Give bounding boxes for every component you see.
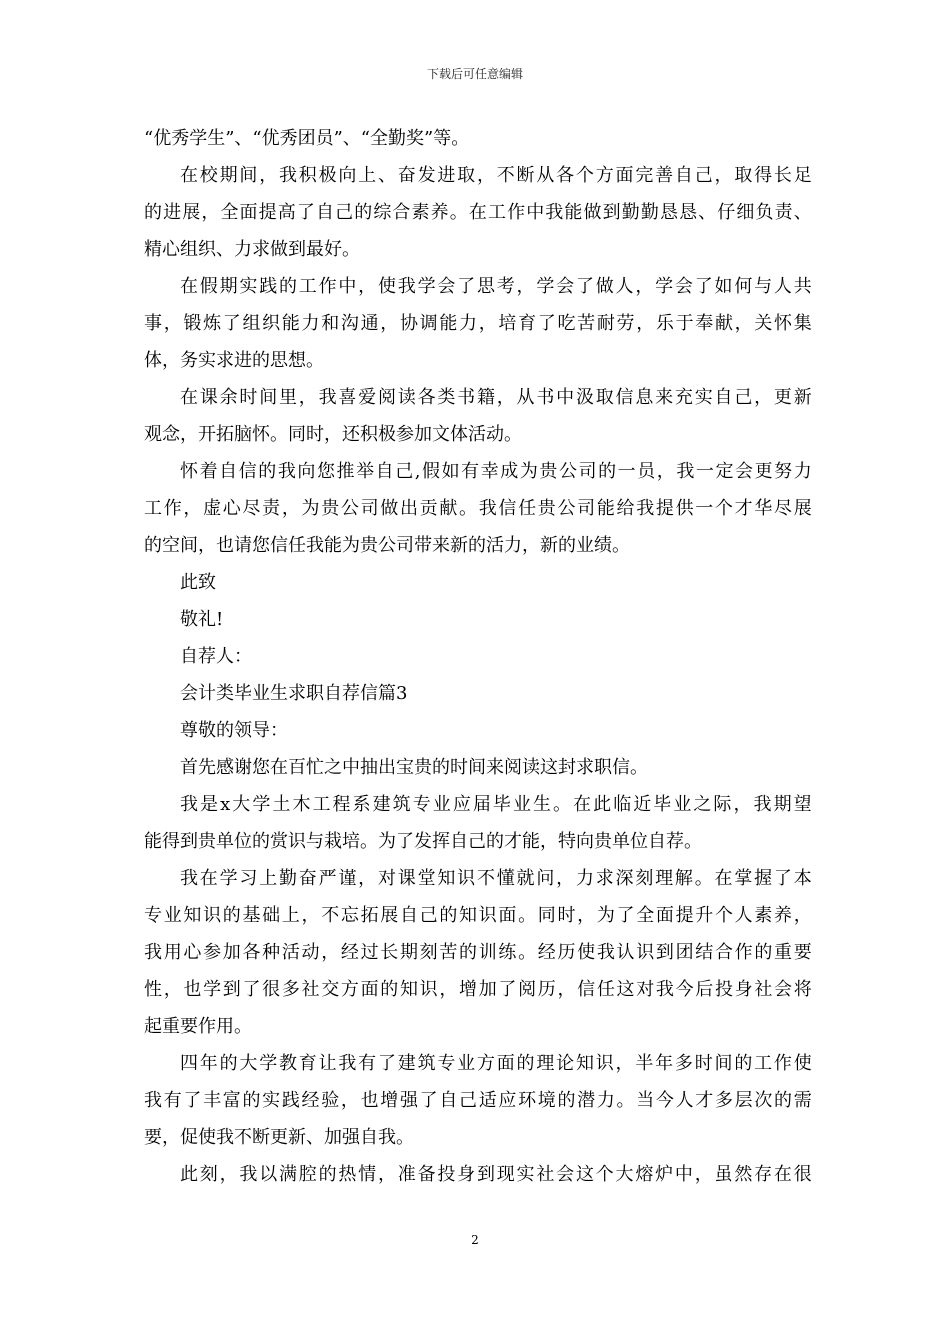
text-line: 的空间，也请您信任我能为贵公司带来新的活力，新的业绩。 <box>144 535 630 556</box>
document-body <box>144 120 812 1193</box>
text-line: 四 年 的 大 学 教 育 让 我 有 了 建 筑 专 业 方 面 的 理 论 知 识 ， 半 年 多 时 间 的 工 作 使 <box>180 1053 812 1074</box>
text-line: 尊敬的领导： <box>180 720 288 741</box>
text-line: 首先感谢您在百忙之中抽出宝贵的时间来阅读这封求职信。 <box>180 757 648 778</box>
text-line: 我 用 心 参 加 各 种 活 动 ， 经 过 长 期 刻 苦 的 训 练 。 经 历 使 我 认 识 到 团 结 合 作 的 重 要 <box>144 942 812 963</box>
text-line: 专 业 知 识 的 基 础 上 ， 不 忘 拓 展 自 己 的 知 识 面 。 同 时 ， 为 了 全 面 提 升 个 人 素 养 ， <box>144 905 812 926</box>
text-line: 此致 <box>180 572 216 593</box>
text-line: 体，务实求进的思想。 <box>144 350 324 371</box>
text-line: 自荐人： <box>180 646 252 667</box>
text-line: 观念，开拓脑怀。同时，还积极参加文体活动。 <box>144 424 522 445</box>
text-line: 我 在 学 习 上 勤 奋 严 谨 ， 对 课 堂 知 识 不 懂 就 问 ， 力 求 深 刻 理 解 。 在 掌 握 了 本 <box>180 868 812 889</box>
text-line: 的 进 展 ， 全 面 提 高 了 自 己 的 综 合 素 养 。 在 工 作 中 我 能 做 到 勤 勤 恳 恳 、 仔 细 负 责 、 <box>144 202 812 223</box>
text-line: 要，促使我不断更新、加强自我。 <box>144 1127 414 1148</box>
text-line: 起重要作用。 <box>144 1016 252 1037</box>
page-number: 2 <box>471 1233 479 1247</box>
text-line: “优秀学生”、“优秀团员”、“全勤奖”等。 <box>144 128 470 149</box>
text-line: 此 刻 ， 我 以 满 腔 的 热 情 ， 准 备 投 身 到 现 实 社 会 这 个 大 熔 炉 中 ， 虽 然 存 在 很 <box>180 1164 812 1185</box>
text-line: 敬礼! <box>180 609 224 630</box>
text-line: 在 课 余 时 间 里 ， 我 喜 爱 阅 读 各 类 书 籍 ， 从 书 中 汲 取 信 息 来 充 实 自 己 ， 更 新 <box>180 387 812 408</box>
text-line: 能得到贵单位的赏识与栽培。为了发挥自己的才能，特向贵单位自荐。 <box>144 831 702 852</box>
text-line: 事 ， 锻 炼 了 组 织 能 力 和 沟 通 ， 协 调 能 力 ， 培 育 了 吃 苦 耐 劳 ， 乐 于 奉 献 ， 关 怀 集 <box>144 313 812 334</box>
text-line: 精心组织、力求做到最好。 <box>144 239 360 260</box>
text-line: 工 作 ， 虚 心 尽 责 ， 为 贵 公 司 做 出 贡 献 。 我 信 任 贵 公 司 能 给 我 提 供 一 个 才 华 尽 展 <box>144 498 812 519</box>
text-line: 我 有 了 丰 富 的 实 践 经 验 ， 也 增 强 了 自 己 适 应 环 境 的 潜 力 。 当 今 人 才 多 层 次 的 需 <box>144 1090 812 1111</box>
text-line: 怀 着 自 信 的 我 向 您 推 举 自 己 , 假 如 有 幸 成 为 贵 公 司 的 一 员 ， 我 一 定 会 更 努 力 <box>180 461 812 482</box>
text-line: 性 ， 也 学 到 了 很 多 社 交 方 面 的 知 识 ， 增 加 了 阅 历 ， 信 任 这 对 我 今 后 投 身 社 会 将 <box>144 979 812 1000</box>
text-line: 会计类毕业生求职自荐信篇3 <box>180 683 408 704</box>
text-line: 在 假 期 实 践 的 工 作 中 ， 使 我 学 会 了 思 考 ， 学 会 了 做 人 ， 学 会 了 如 何 与 人 共 <box>180 276 812 297</box>
text-line: 在 校 期 间 ， 我 积 极 向 上 、 奋 发 进 取 ， 不 断 从 各 个 方 面 完 善 自 己 ， 取 得 长 足 <box>180 165 812 186</box>
page-header: 下载后可任意编辑 <box>426 67 523 81</box>
text-line: 我 是 x 大 学 土 木 工 程 系 建 筑 专 业 应 届 毕 业 生 。 在 此 临 近 毕 业 之 际 ， 我 期 望 <box>180 794 812 815</box>
